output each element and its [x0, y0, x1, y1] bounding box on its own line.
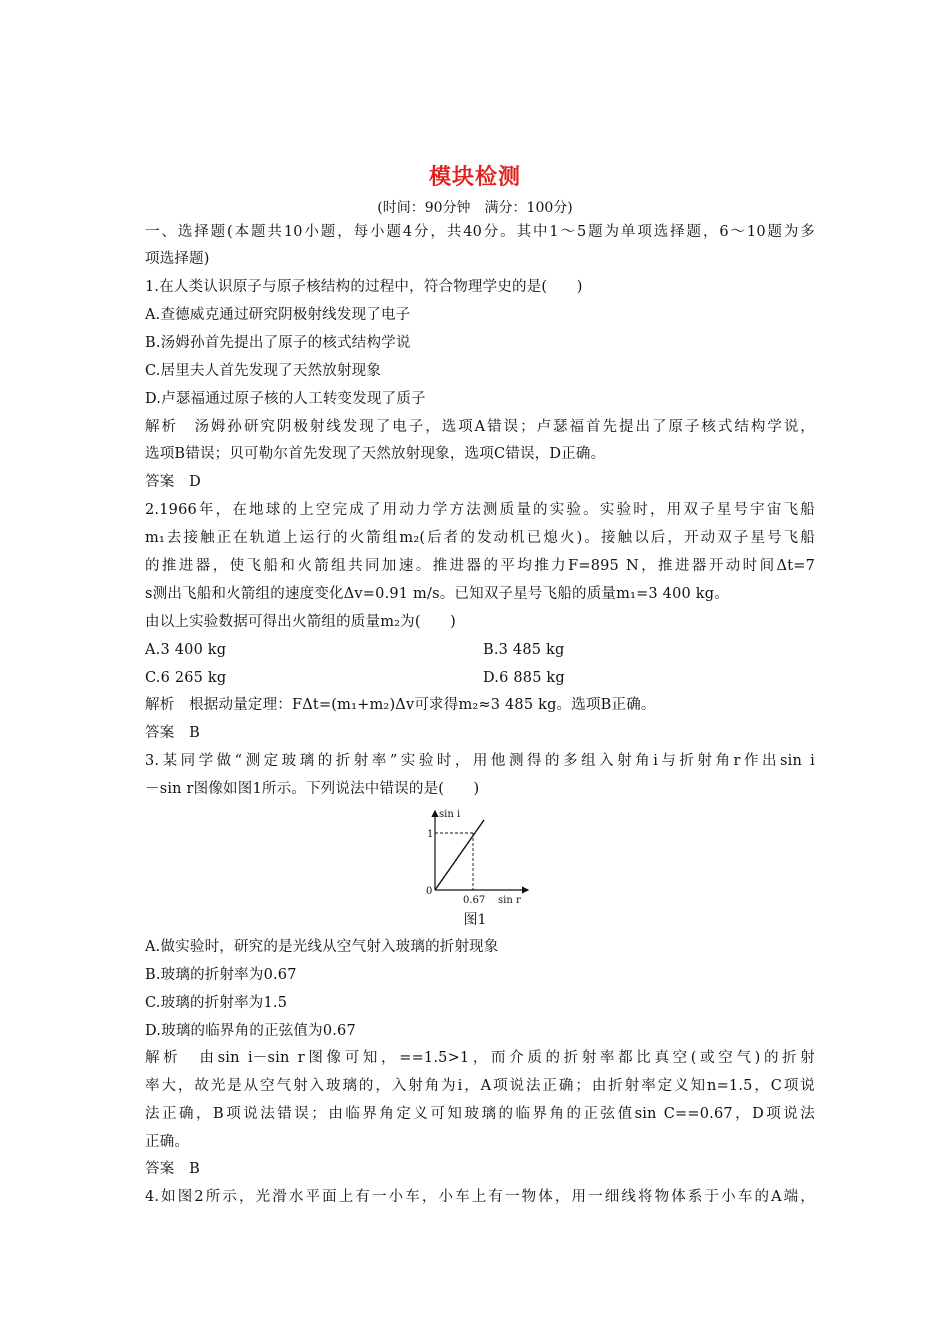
q1-option-d: D.卢瑟福通过原子核的人工转变发现了质子: [145, 391, 426, 407]
q2-options-row1: [145, 640, 815, 660]
q2-options-row2: [145, 668, 815, 688]
q3-answer: 答案 B: [145, 1161, 200, 1177]
q1-analysis: 解析 汤姆孙研究阴极射线发现了电子，选项A错误；卢瑟福首先提出了原子核式结构学说，: [145, 419, 815, 435]
question-2-line5: 由以上实验数据可得出火箭组的质量m₂为( ): [145, 614, 456, 630]
question-4: 4.如图2所示，光滑水平面上有一小车，小车上有一物体，用一细线将物体系于小车的A端，: [145, 1189, 815, 1205]
question-3: 3.某同学做“测定玻璃的折射率”实验时，用他测得的多组入射角i与折射角r作出sin i: [145, 753, 815, 769]
q2-option-d: D.6 885 kg: [483, 670, 565, 686]
question-3-line2: －sin r图像如图1所示。下列说法中错误的是( ): [145, 781, 480, 797]
q3-option-b: B.玻璃的折射率为0.67: [145, 967, 297, 983]
q3-analysis-line3: 法正确，B项说法错误；由临界角定义可知玻璃的临界角的正弦值sin C==0.67，D项说法: [145, 1106, 815, 1122]
question-2-line3: 的推进器，使飞船和火箭组共同加速。推进器的平均推力F=895 N，推进器开动时间Δt=7: [145, 558, 815, 574]
q3-option-d: D.玻璃的临界角的正弦值为0.67: [145, 1023, 356, 1039]
q2-option-c: C.6 265 kg: [145, 670, 227, 686]
question-2-line4: s测出飞船和火箭组的速度变化Δv=0.91 m/s。已知双子星号飞船的质量m₁=3 400 kg。: [145, 586, 729, 602]
sin-i-sin-r-graph: [420, 805, 540, 910]
x-tick-label: 0.67: [463, 895, 486, 906]
q2-option-b: B.3 485 kg: [483, 642, 565, 658]
q3-option-c: C.玻璃的折射率为1.5: [145, 995, 288, 1011]
q3-analysis: 解析 由sin i－sin r图像可知，==1.5>1，而介质的折射率都比真空(或空气)的折射: [145, 1050, 815, 1066]
q2-analysis: 解析 根据动量定理：FΔt=(m₁+m₂)Δv可求得m₂≈3 485 kg。选项B正确。: [145, 697, 656, 713]
q3-option-a: A.做实验时，研究的是光线从空气射入玻璃的折射现象: [145, 939, 499, 955]
question-2: 2.1966年，在地球的上空完成了用动力学方法测质量的实验。实验时，用双子星号宇宙飞船: [145, 502, 815, 518]
q3-analysis-line4: 正确。: [145, 1134, 190, 1150]
page-title: 模块检测: [428, 165, 521, 190]
x-axis-label: sin r: [498, 895, 521, 906]
q1-option-c: C.居里夫人首先发现了天然放射现象: [145, 363, 382, 379]
y-axis-label: sin i: [439, 809, 461, 820]
q1-option-a: A.查德威克通过研究阴极射线发现了电子: [145, 307, 411, 323]
page-subtitle: (时间：90分钟 满分：100分): [377, 200, 573, 216]
q1-analysis-cont: 选项B错误；贝可勒尔首先发现了天然放射现象，选项C错误，D正确。: [145, 446, 606, 462]
q2-answer: 答案 B: [145, 725, 200, 741]
q2-option-a: A.3 400 kg: [145, 642, 227, 658]
origin-label: 0: [426, 886, 433, 897]
figure-caption: 图1: [463, 912, 487, 928]
q1-answer: 答案 D: [145, 474, 201, 490]
section-heading: 一、选择题(本题共10小题，每小题4分，共40分。其中1～5题为单项选择题，6～10题为多: [145, 224, 815, 240]
question-2-line2: m₁去接触正在轨道上运行的火箭组m₂(后者的发动机已熄火)。接触以后，开动双子星号飞船: [145, 530, 815, 546]
question-1: 1.在人类认识原子与原子核结构的过程中，符合物理学史的是( ): [145, 279, 583, 295]
y-tick-label: 1: [427, 829, 434, 840]
q3-analysis-line2: 率大，故光是从空气射入玻璃的，入射角为i，A项说法正确；由折射率定义知n=1.5，C项说: [145, 1078, 815, 1094]
q1-option-b: B.汤姆孙首先提出了原子的核式结构学说: [145, 335, 411, 351]
section-heading-cont: 项选择题): [145, 251, 210, 267]
data-line: [435, 820, 484, 890]
